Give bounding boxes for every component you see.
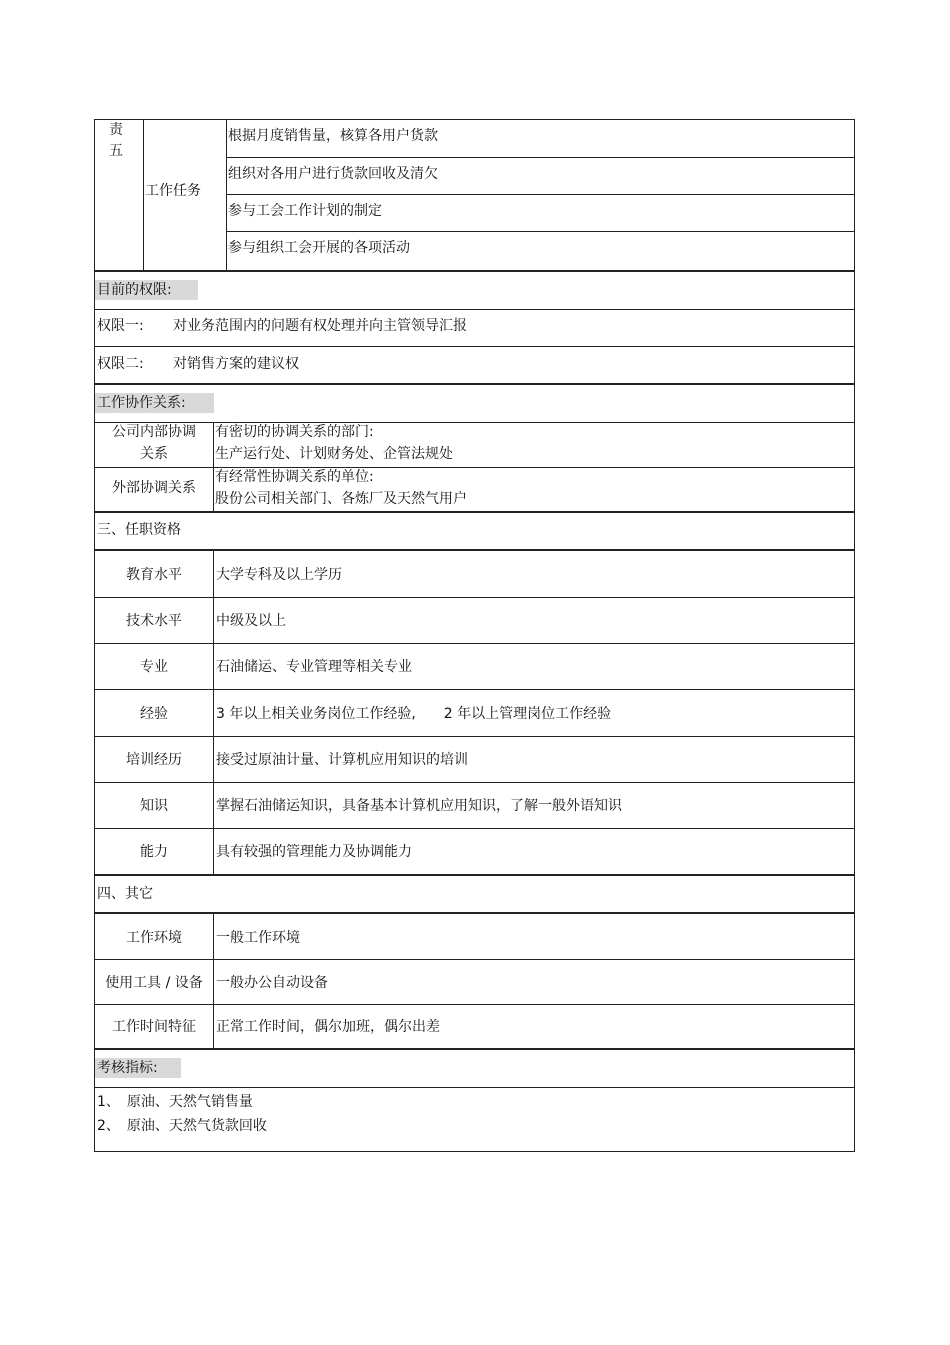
task-item: 组织对各用户进行货款回收及清欠: [228, 166, 438, 182]
divider: [95, 346, 854, 347]
divider: [226, 157, 854, 158]
authority-header: 目前的权限:: [97, 282, 172, 298]
qual-label: 教育水平: [126, 567, 182, 583]
assessment-item: 2、 原油、天然气货款回收: [97, 1118, 267, 1134]
qual-value: 接受过原油计量、计算机应用知识的培训: [216, 752, 468, 768]
authority-text: 对销售方案的建议权: [173, 356, 299, 372]
authority-section: [94, 270, 855, 383]
other-value: 一般办公自动设备: [216, 974, 328, 991]
duty-side-label-1: 责: [109, 122, 123, 138]
divider: [226, 194, 854, 195]
qual-value: 石油储运、专业管理等相关专业: [216, 659, 412, 675]
qual-label: 技术水平: [126, 613, 182, 629]
other-value: 正常工作时间，偶尔加班，偶尔出差: [216, 1019, 440, 1035]
task-item: 参与组织工会开展的各项活动: [228, 240, 410, 256]
qual-value: 中级及以上: [216, 613, 286, 629]
assessment-section: [94, 1048, 855, 1152]
coop-line: 股份公司相关部门、各炼厂及天然气用户: [215, 491, 467, 507]
other-label: 使用工具 / 设备: [105, 974, 203, 991]
qualifications-header: 三、任职资格: [97, 522, 181, 538]
authority-label: 权限二:: [97, 356, 144, 372]
qual-label: 能力: [140, 844, 168, 860]
qual-value: 3 年以上相关业务岗位工作经验, 2 年以上管理岗位工作经验: [216, 705, 612, 722]
qual-label: 经验: [140, 705, 168, 722]
divider: [226, 231, 854, 232]
qual-label: 培训经历: [126, 752, 182, 768]
coop-line: 生产运行处、计划财务处、企管法规处: [215, 446, 453, 462]
assessment-header: 考核指标:: [97, 1060, 158, 1076]
task-item: 根据月度销售量，核算各用户货款: [228, 128, 438, 144]
duty-category: 工作任务: [145, 183, 201, 199]
task-item: 参与工会工作计划的制定: [228, 203, 382, 219]
other-label: 工作时间特征: [112, 1019, 196, 1035]
qual-value: 具有较强的管理能力及协调能力: [216, 844, 412, 860]
coop-label: 公司内部协调: [112, 424, 196, 440]
qual-value: 大学专科及以上学历: [216, 567, 342, 583]
qual-label: 专业: [140, 659, 168, 675]
divider: [143, 120, 144, 270]
others-table: [94, 912, 855, 1048]
assessment-item: 1、 原油、天然气销售量: [97, 1094, 253, 1110]
qualifications-header-row: [94, 511, 855, 549]
duty-section: [94, 119, 855, 270]
cooperation-header: 工作协作关系:: [97, 395, 186, 411]
qualifications-table: [94, 549, 855, 874]
qual-value: 掌握石油储运知识，具备基本计算机应用知识，了解一般外语知识: [216, 798, 622, 814]
coop-line: 有密切的协调关系的部门:: [215, 424, 374, 440]
coop-label: 外部协调关系: [112, 480, 196, 496]
divider: [95, 309, 854, 310]
coop-label: 关系: [140, 446, 168, 462]
authority-text: 对业务范围内的问题有权处理并向主管领导汇报: [173, 318, 467, 334]
others-header-row: [94, 874, 855, 912]
other-value: 一般工作环境: [216, 929, 300, 946]
cooperation-section: [94, 383, 855, 511]
other-label: 工作环境: [126, 929, 182, 946]
divider: [226, 120, 227, 270]
authority-label: 权限一:: [97, 318, 144, 334]
coop-line: 有经常性协调关系的单位:: [215, 469, 374, 485]
divider: [95, 467, 854, 468]
qual-label: 知识: [140, 798, 168, 814]
duty-side-label-2: 五: [109, 143, 123, 159]
divider: [95, 1087, 854, 1088]
others-header: 四、其它: [97, 886, 153, 902]
